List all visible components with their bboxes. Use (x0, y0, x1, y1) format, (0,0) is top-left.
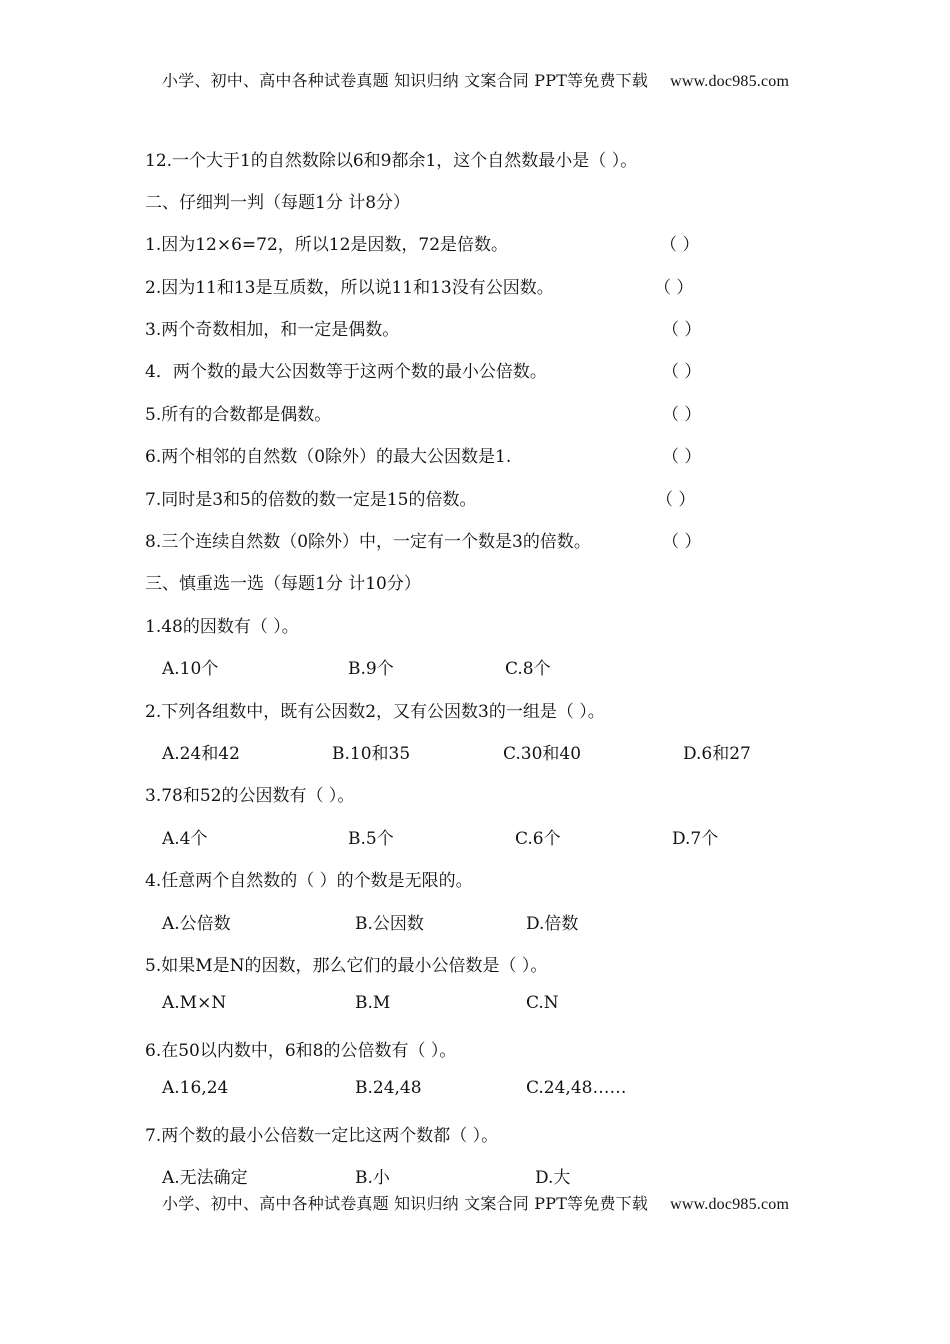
choice-question-2: 2.下列各组数中，既有公因数2，又有公因数3的一组是（ ）。 (145, 702, 605, 722)
judge-item-8: 8.三个连续自然数（0除外）中，一定有一个数是3的倍数。 (145, 532, 591, 552)
choice-7-option-a[interactable]: A.无法确定 (162, 1168, 248, 1188)
choice-question-1: 1.48的因数有（ ）。 (145, 617, 299, 637)
question-12: 12.一个大于1的自然数除以6和9都余1，这个自然数最小是（ ）。 (145, 151, 638, 171)
choice-question-5: 5.如果M是N的因数，那么它们的最小公倍数是（ ）。 (145, 956, 548, 976)
choice-1-option-c[interactable]: C.8个 (505, 659, 551, 679)
choice-7-option-d[interactable]: D.大 (535, 1168, 571, 1188)
judge-item-6: 6.两个相邻的自然数（0除外）的最大公因数是1. (145, 447, 512, 467)
judge-item-7: 7.同时是3和5的倍数的数一定是15的倍数。 (145, 490, 477, 510)
choice-4-option-a[interactable]: A.公倍数 (162, 914, 231, 934)
choice-question-6: 6.在50以内数中，6和8的公倍数有（ ）。 (145, 1041, 457, 1061)
choice-6-option-c[interactable]: C.24,48…… (526, 1078, 627, 1098)
header-site: www.doc985.com (670, 73, 790, 90)
choice-2-option-b[interactable]: B.10和35 (332, 744, 411, 764)
choice-5-option-b[interactable]: B.M (355, 993, 391, 1013)
choice-1-option-b[interactable]: B.9个 (348, 659, 394, 679)
judge-answer-blank-1[interactable]: （ ） (660, 235, 700, 255)
choice-6-option-b[interactable]: B.24,48 (355, 1078, 422, 1098)
choice-3-option-a[interactable]: A.4个 (162, 829, 208, 849)
choice-1-option-a[interactable]: A.10个 (162, 659, 219, 679)
choice-2-option-c[interactable]: C.30和40 (503, 744, 582, 764)
judge-answer-blank-4[interactable]: （ ） (662, 362, 702, 382)
footer-text: 小学、初中、高中各种试卷真题 知识归纳 文案合同 PPT等免费下载 (162, 1194, 649, 1213)
section-2-title: 二、仔细判一判（每题1分 计8分） (145, 193, 411, 213)
choice-question-7: 7.两个数的最小公倍数一定比这两个数都（ ）。 (145, 1126, 499, 1146)
choice-3-option-c[interactable]: C.6个 (515, 829, 561, 849)
choice-question-4: 4.任意两个自然数的（ ）的个数是无限的。 (145, 871, 473, 891)
choice-7-option-b[interactable]: B.小 (355, 1168, 390, 1188)
judge-answer-blank-8[interactable]: （ ） (662, 532, 702, 552)
choice-5-option-c[interactable]: C.N (526, 993, 559, 1013)
judge-item-5: 5.所有的合数都是偶数。 (145, 405, 332, 425)
judge-answer-blank-6[interactable]: （ ） (662, 447, 702, 467)
choice-4-option-b[interactable]: B.公因数 (355, 914, 424, 934)
judge-answer-blank-3[interactable]: （ ） (662, 320, 702, 340)
choice-2-option-a[interactable]: A.24和42 (162, 744, 240, 764)
judge-item-1: 1.因为12×6=72，所以12是因数，72是倍数。 (145, 235, 509, 255)
choice-3-option-b[interactable]: B.5个 (348, 829, 394, 849)
page-footer (162, 1191, 789, 1214)
header-text: 小学、初中、高中各种试卷真题 知识归纳 文案合同 PPT等免费下载 (162, 71, 649, 90)
judge-answer-blank-7[interactable]: （ ） (656, 490, 696, 510)
judge-answer-blank-5[interactable]: （ ） (662, 405, 702, 425)
judge-answer-blank-2[interactable]: （ ） (654, 278, 694, 298)
page-header (162, 68, 789, 91)
judge-item-2: 2.因为11和13是互质数，所以说11和13没有公因数。 (145, 278, 554, 298)
section-3-title: 三、慎重选一选（每题1分 计10分） (145, 574, 421, 594)
judge-item-4: 4．两个数的最大公因数等于这两个数的最小公倍数。 (145, 362, 547, 382)
choice-2-option-d[interactable]: D.6和27 (683, 744, 751, 764)
choice-6-option-a[interactable]: A.16,24 (162, 1078, 229, 1098)
choice-5-option-a[interactable]: A.M×N (162, 993, 227, 1013)
choice-4-option-d[interactable]: D.倍数 (526, 914, 579, 934)
footer-site: www.doc985.com (670, 1196, 790, 1213)
choice-3-option-d[interactable]: D.7个 (672, 829, 719, 849)
judge-item-3: 3.两个奇数相加，和一定是偶数。 (145, 320, 400, 340)
choice-question-3: 3.78和52的公因数有（ ）。 (145, 786, 355, 806)
